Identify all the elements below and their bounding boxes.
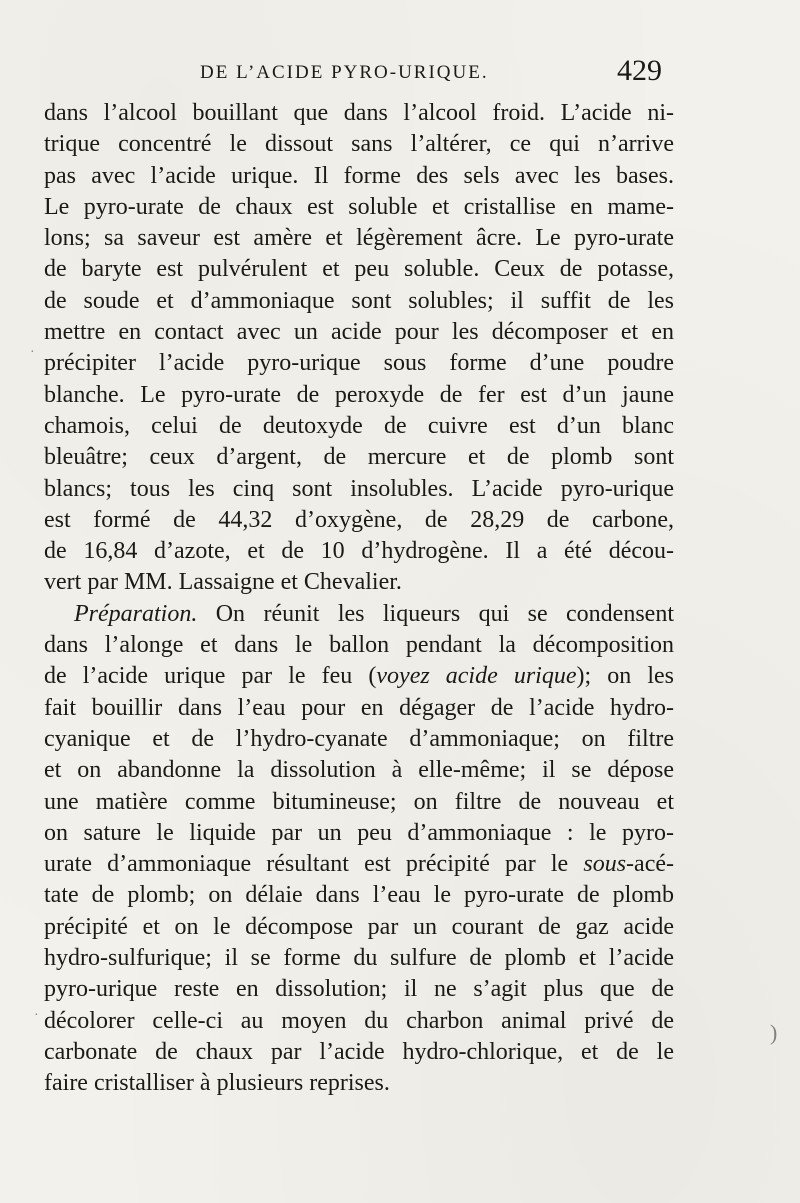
text-line: mettre en contact avec un acide pour les décomposer et en bbox=[44, 319, 674, 346]
text-line: de soude et d’ammoniaque sont solubles; il suffit de les bbox=[44, 287, 674, 314]
text-line: de 16,84 d’azote, et de 10 d’hydrogène. Il a été décou- bbox=[44, 538, 674, 565]
text-line: tate de plomb; on délaie dans l’eau le pyro-urate de plomb bbox=[44, 882, 674, 909]
text-line: on sature le liquide par un peu d’ammoniaque : le pyro- bbox=[44, 819, 674, 846]
text-fragment: urate d’ammoniaque résultant est précipité par le bbox=[44, 851, 584, 878]
italic-word: sous bbox=[583, 851, 627, 878]
text-fragment: On réunit les liqueurs qui se condensent bbox=[197, 600, 674, 627]
text-line: dans l’alonge et dans le ballon pendant la décomposition bbox=[44, 632, 674, 659]
text-line: lons; sa saveur est amère et légèrement âcre. Le pyro-urate bbox=[44, 225, 674, 252]
text-line: carbonate de chaux par l’acide hydro-chlorique, et de le bbox=[44, 1038, 674, 1065]
text-line: précipité et on le décompose par un courant de gaz acide bbox=[44, 913, 674, 940]
text-line: pas avec l’acide urique. Il forme des sels avec les bases. bbox=[44, 162, 674, 189]
page-number: 429 bbox=[617, 54, 662, 87]
text-line: faire cristalliser à plusieurs reprises. bbox=[44, 1070, 390, 1097]
text-fragment: de l’acide urique par le feu ( bbox=[44, 663, 377, 690]
text-line: blanche. Le pyro-urate de peroxyde de fer est d’un jaune bbox=[44, 381, 674, 408]
italic-reference: voyez acide urique bbox=[376, 663, 577, 690]
text-line: vert par MM. Lassaigne et Chevalier. bbox=[44, 569, 402, 596]
margin-speck: · bbox=[34, 1008, 39, 1023]
text-line: est formé de 44,32 d’oxygène, de 28,29 de carbone, bbox=[44, 506, 674, 533]
running-head: DE L’ACIDE PYRO-URIQUE. bbox=[200, 62, 489, 83]
text-fragment: -acé- bbox=[626, 851, 674, 878]
text-line: cyanique et de l’hydro-cyanate d’ammoniaque; on filtre bbox=[44, 725, 674, 752]
text-line: une matière comme bitumineuse; on filtre de nouveau et bbox=[44, 788, 674, 815]
margin-speck: ) bbox=[770, 1020, 778, 1045]
body-text bbox=[44, 98, 674, 1100]
text-line: Le pyro-urate de chaux est soluble et cristallise en mame- bbox=[44, 193, 674, 220]
margin-speck: · bbox=[30, 345, 35, 360]
text-line: pyro-urique reste en dissolution; il ne s’agit plus que de bbox=[44, 976, 674, 1003]
section-label: Préparation. bbox=[74, 600, 198, 627]
paragraph-start-line bbox=[44, 599, 674, 630]
text-fragment: ); on les bbox=[576, 663, 674, 690]
text-line: décolorer celle-ci au moyen du charbon animal privé de bbox=[44, 1007, 674, 1034]
text-line bbox=[44, 661, 674, 692]
text-line: précipiter l’acide pyro-urique sous forme d’une poudre bbox=[44, 350, 674, 377]
text-line: et on abandonne la dissolution à elle-même; il se dépose bbox=[44, 757, 674, 784]
text-line: chamois, celui de deutoxyde de cuivre est d’un blanc bbox=[44, 412, 674, 439]
text-line: de baryte est pulvérulent et peu soluble. Ceux de potasse, bbox=[44, 256, 674, 283]
text-line: hydro-sulfurique; il se forme du sulfure de plomb et l’acide bbox=[44, 945, 674, 972]
text-line: fait bouillir dans l’eau pour en dégager de l’acide hydro- bbox=[44, 694, 674, 721]
text-line: dans l’alcool bouillant que dans l’alcool froid. L’acide ni- bbox=[44, 100, 674, 126]
text-line bbox=[44, 849, 674, 880]
text-line: blancs; tous les cinq sont insolubles. L’acide pyro-urique bbox=[44, 475, 674, 502]
text-line: trique concentré le dissout sans l’altérer, ce qui n’arrive bbox=[44, 131, 674, 158]
text-line: bleuâtre; ceux d’argent, de mercure et de plomb sont bbox=[44, 444, 674, 471]
